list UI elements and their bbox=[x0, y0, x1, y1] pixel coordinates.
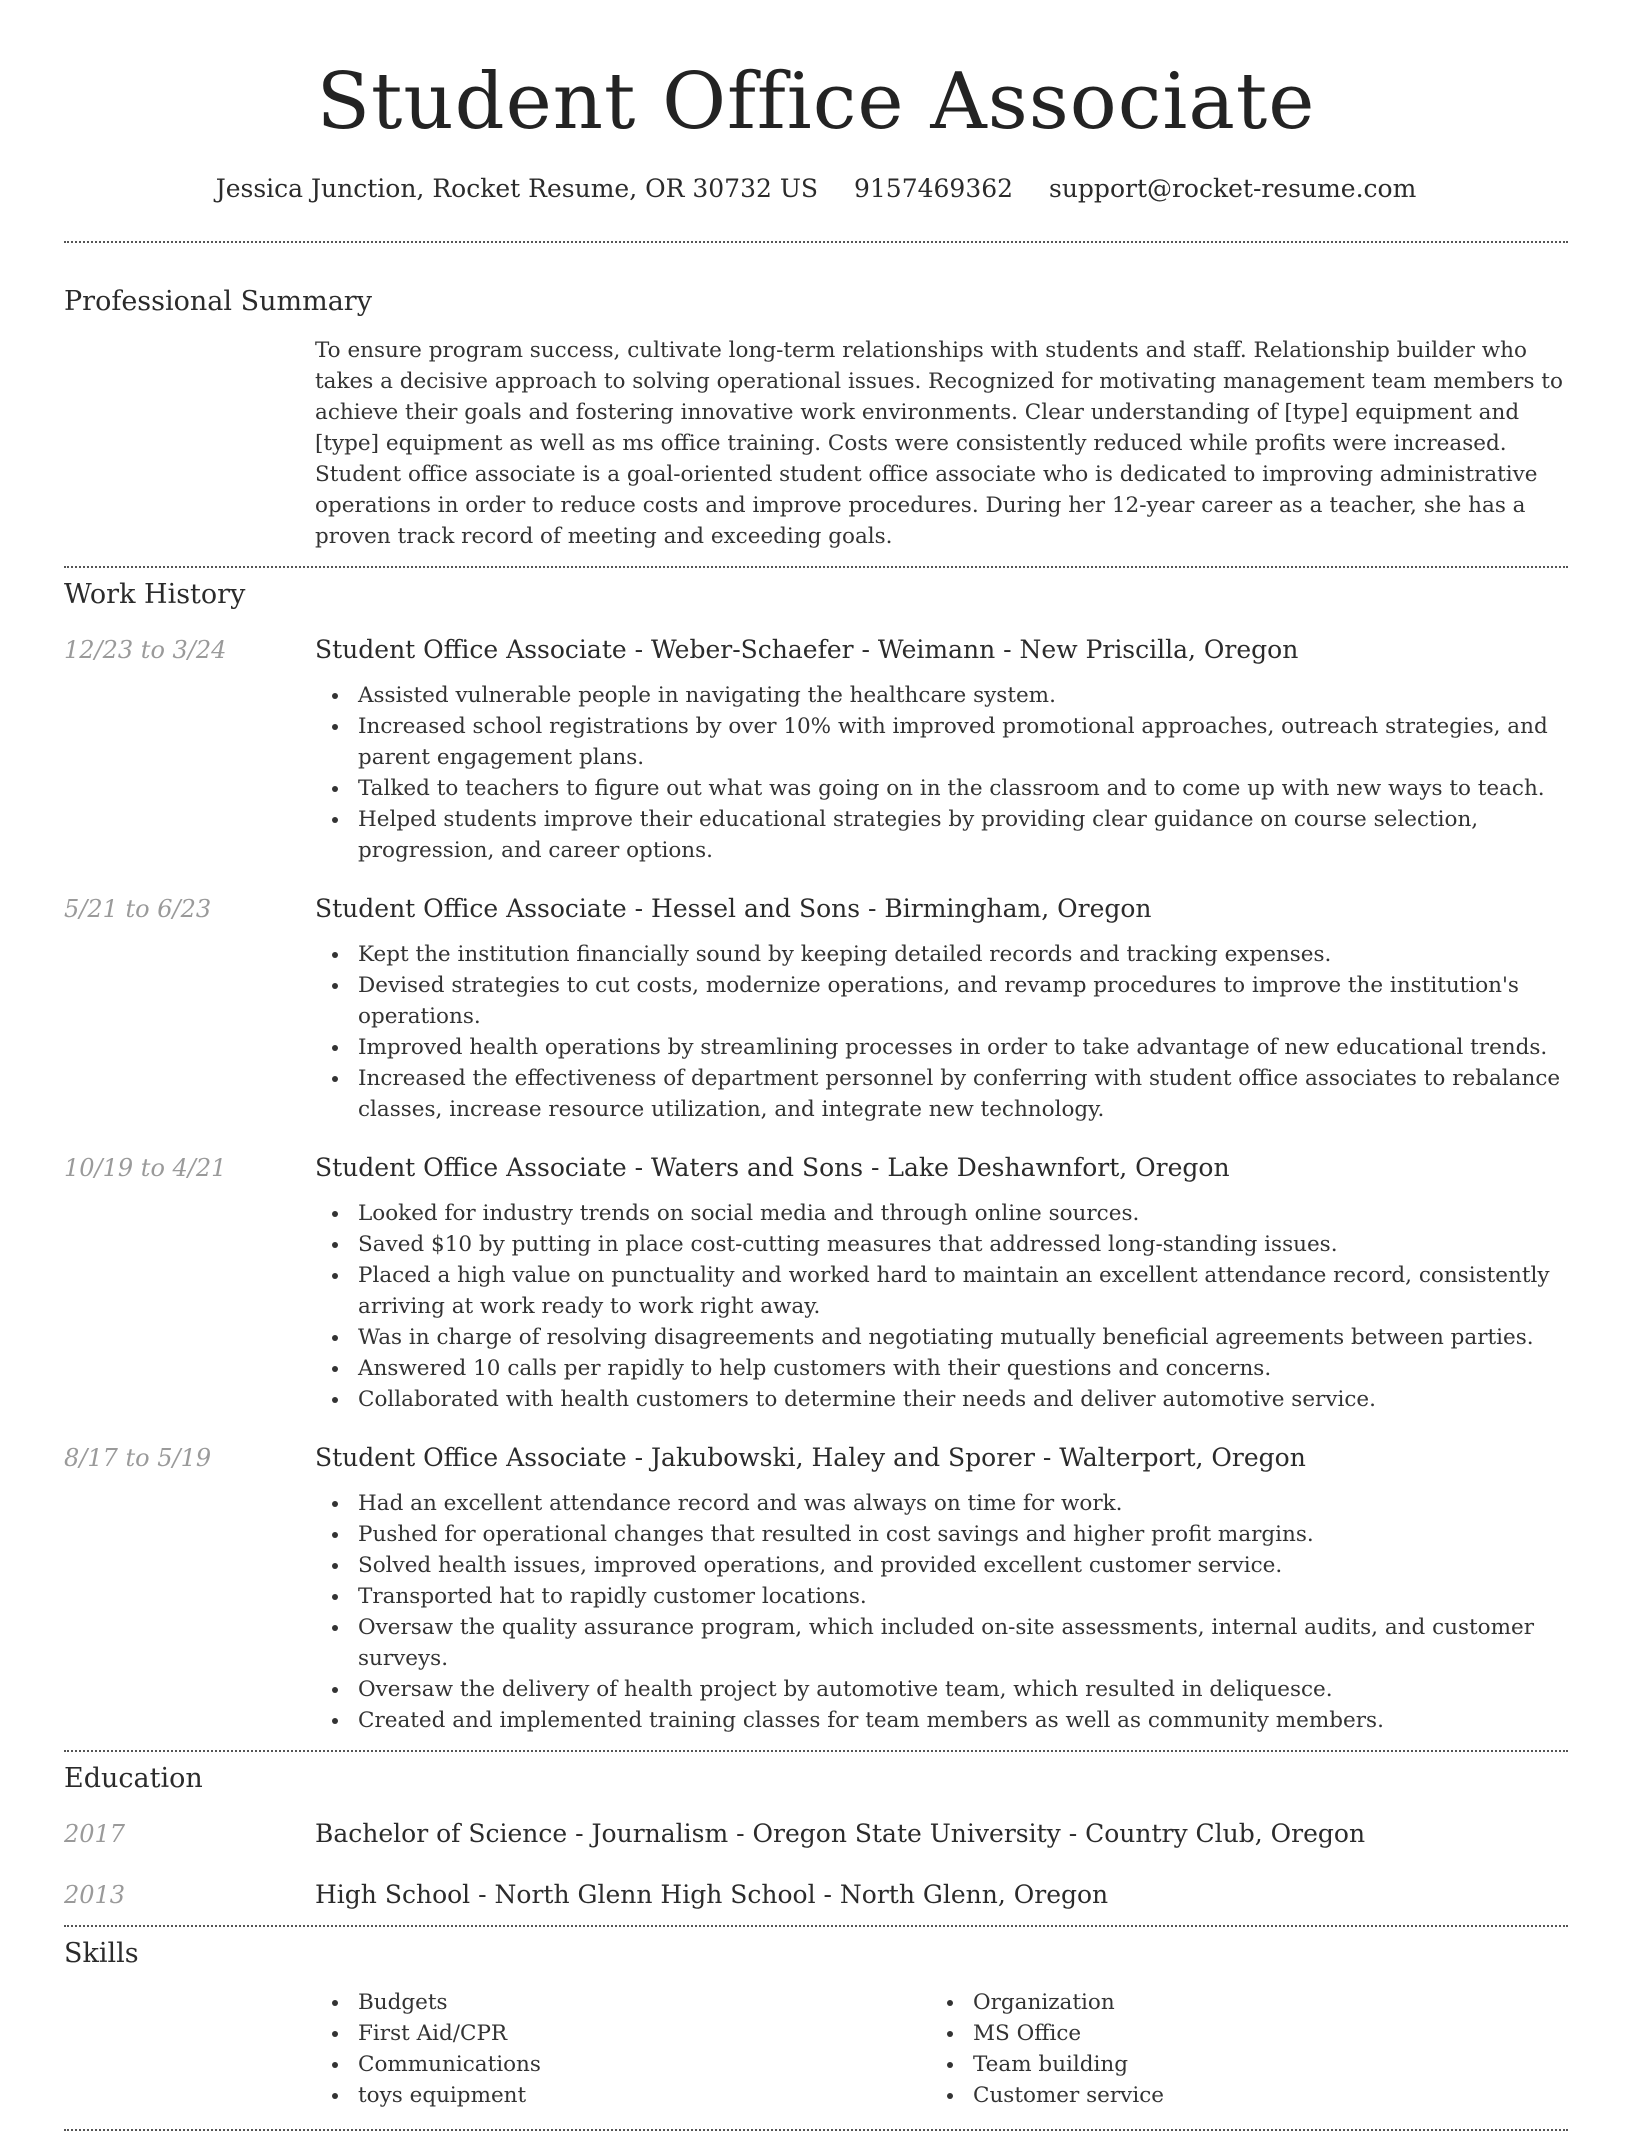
job-header bbox=[64, 1153, 1568, 1182]
skills-list bbox=[315, 1987, 1568, 2111]
skill-item: First Aid/CPR bbox=[315, 2018, 930, 2049]
job-entry bbox=[64, 894, 1568, 1125]
education-title: Bachelor of Science - Journalism - Oregon State University - Country Club, Oregon bbox=[315, 1819, 1366, 1848]
section-title-education: Education bbox=[64, 1763, 203, 1794]
job-title: Student Office Associate - Hessel and Sons - Birmingham, Oregon bbox=[315, 894, 1152, 923]
job-bullet: Solved health issues, improved operations, and provided excellent customer service. bbox=[315, 1550, 1568, 1581]
job-dates: 5/21 to 6/23 bbox=[64, 895, 212, 923]
job-entry bbox=[64, 1443, 1568, 1736]
contact-address: Jessica Junction, Rocket Resume, OR 30732 US bbox=[215, 174, 819, 203]
job-title: Student Office Associate - Waters and Sons - Lake Deshawnfort, Oregon bbox=[315, 1153, 1230, 1182]
contact-email: support@rocket-resume.com bbox=[1049, 174, 1417, 203]
job-dates: 8/17 to 5/19 bbox=[64, 1444, 212, 1472]
job-bullet: Pushed for operational changes that resulted in cost savings and higher profit margins. bbox=[315, 1519, 1568, 1550]
skill-item: Customer service bbox=[930, 2080, 1545, 2111]
divider bbox=[64, 1925, 1568, 1927]
job-bullet: Answered 10 calls per rapidly to help customers with their questions and concerns. bbox=[315, 1353, 1568, 1384]
skill-item: Organization bbox=[930, 1987, 1545, 2018]
job-bullets bbox=[315, 1488, 1568, 1736]
job-bullet: Transported hat to rapidly customer locations. bbox=[315, 1581, 1568, 1612]
job-bullets bbox=[315, 1198, 1568, 1415]
section-title-summary: Professional Summary bbox=[64, 286, 372, 317]
job-bullet: Created and implemented training classes for team members as well as community members. bbox=[315, 1705, 1568, 1736]
job-bullet: Saved $10 by putting in place cost-cutting measures that addressed long-standing issues. bbox=[315, 1229, 1568, 1260]
job-entry bbox=[64, 635, 1568, 866]
section-title-skills: Skills bbox=[64, 1938, 139, 1969]
divider bbox=[64, 566, 1568, 568]
skill-item: Communications bbox=[315, 2049, 930, 2080]
job-bullet: Oversaw the delivery of health project by automotive team, which resulted in deliquesce. bbox=[315, 1674, 1568, 1705]
job-header bbox=[64, 1443, 1568, 1472]
job-bullet: Increased school registrations by over 10% with improved promotional approaches, outreach strategies, and parent engagement plans. bbox=[315, 711, 1568, 773]
job-title: Student Office Associate - Jakubowski, Haley and Sporer - Walterport, Oregon bbox=[315, 1443, 1306, 1472]
job-bullet: Looked for industry trends on social media and through online sources. bbox=[315, 1198, 1568, 1229]
job-bullet: Oversaw the quality assurance program, which included on-site assessments, internal audits, and customer surveys. bbox=[315, 1612, 1568, 1674]
skill-item: toys equipment bbox=[315, 2080, 930, 2111]
divider bbox=[64, 1750, 1568, 1752]
skill-item: MS Office bbox=[930, 2018, 1545, 2049]
contact-line bbox=[64, 174, 1568, 203]
skills-column-right bbox=[930, 1987, 1545, 2111]
summary-text: To ensure program success, cultivate long-term relationships with students and staff. Relationship builder who takes a decisive approach to solving operational issues. Recognized for motivating management team members to achieve their goals and fostering innovative work environments. Clear understanding of [type] equipment and [type] equipment as well as ms office training. Costs were consistently reduced while profits were increased. Student office associate is a goal-oriented student office associate who is dedicated to improving administrative operations in order to reduce costs and improve procedures. During her 12-year career as a teacher, she has a proven track record of meeting and exceeding goals. bbox=[315, 338, 1563, 549]
job-entry bbox=[64, 1153, 1568, 1415]
section-title-work-history: Work History bbox=[64, 579, 246, 610]
education-title: High School - North Glenn High School - North Glenn, Oregon bbox=[315, 1880, 1109, 1909]
job-bullet: Collaborated with health customers to determine their needs and deliver automotive service. bbox=[315, 1384, 1568, 1415]
job-dates: 12/23 to 3/24 bbox=[64, 636, 227, 664]
job-dates: 10/19 to 4/21 bbox=[64, 1154, 227, 1182]
job-header bbox=[64, 894, 1568, 923]
contact-phone: 9157469362 bbox=[853, 174, 1014, 203]
education-year: 2013 bbox=[64, 1881, 126, 1909]
skill-item: Budgets bbox=[315, 1987, 930, 2018]
job-bullets bbox=[315, 680, 1568, 866]
job-bullet: Had an excellent attendance record and was always on time for work. bbox=[315, 1488, 1568, 1519]
education-entry bbox=[64, 1880, 1568, 1909]
job-bullet: Devised strategies to cut costs, modernize operations, and revamp procedures to improve the institution's operations. bbox=[315, 970, 1568, 1032]
job-bullet: Was in charge of resolving disagreements and negotiating mutually beneficial agreements between parties. bbox=[315, 1322, 1568, 1353]
education-entry bbox=[64, 1819, 1568, 1848]
skills-column-left bbox=[315, 1987, 930, 2111]
education-year: 2017 bbox=[64, 1820, 126, 1848]
job-header bbox=[64, 635, 1568, 664]
job-bullet: Talked to teachers to figure out what was going on in the classroom and to come up with new ways to teach. bbox=[315, 773, 1568, 804]
skill-item: Team building bbox=[930, 2049, 1545, 2080]
job-title: Student Office Associate - Weber-Schaefer - Weimann - New Priscilla, Oregon bbox=[315, 635, 1299, 664]
job-bullet: Improved health operations by streamlining processes in order to take advantage of new educational trends. bbox=[315, 1032, 1568, 1063]
job-bullet: Increased the effectiveness of department personnel by conferring with student office associates to rebalance classes, increase resource utilization, and integrate new technology. bbox=[315, 1063, 1568, 1125]
divider bbox=[64, 241, 1568, 243]
job-bullets bbox=[315, 939, 1568, 1125]
job-bullet: Kept the institution financially sound by keeping detailed records and tracking expenses. bbox=[315, 939, 1568, 970]
job-bullet: Assisted vulnerable people in navigating the healthcare system. bbox=[315, 680, 1568, 711]
resume-name: Student Office Associate bbox=[316, 57, 1316, 147]
job-bullet: Placed a high value on punctuality and worked hard to maintain an excellent attendance record, consistently arriving at work ready to work right away. bbox=[315, 1260, 1568, 1322]
job-bullet: Helped students improve their educational strategies by providing clear guidance on course selection, progression, and career options. bbox=[315, 804, 1568, 866]
